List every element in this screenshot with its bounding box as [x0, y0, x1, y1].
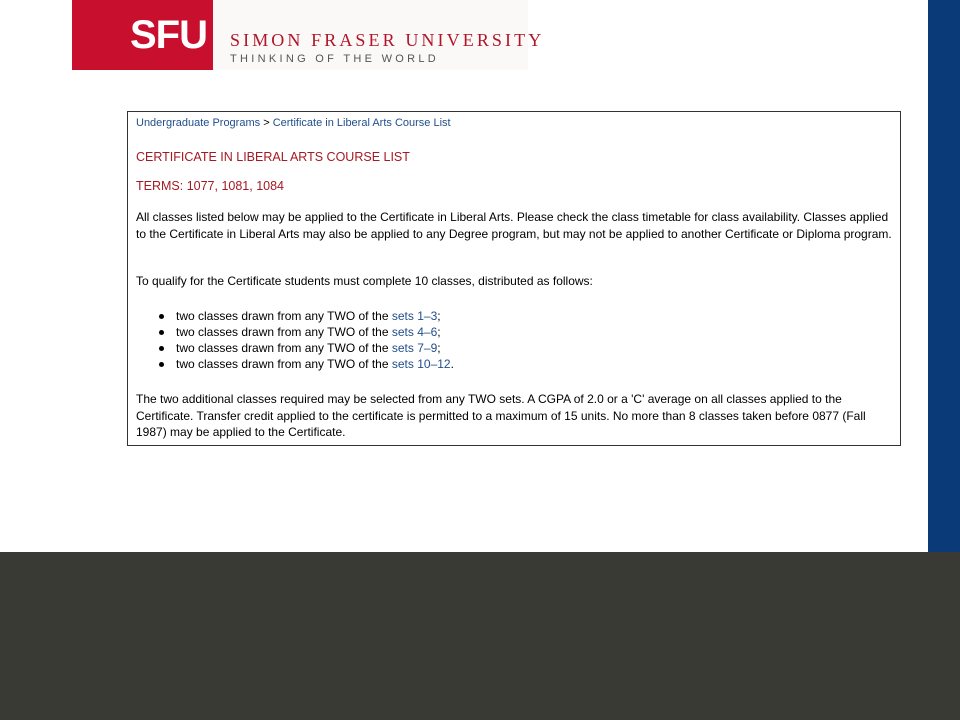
list-item — [156, 324, 454, 340]
breadcrumb — [136, 116, 451, 130]
content-panel — [127, 111, 901, 446]
intro-paragraph: All classes listed below may be applied to the Certificate in Liberal Arts. Please check the class timetable for class availability. Classes applied to the Certificate in Liberal Arts may also be applied to any Degree program, but may not be applied to another Certificate or Diploma program. — [136, 210, 892, 241]
sets-10-12-link[interactable]: sets 10–12 — [391, 357, 451, 371]
list-item — [156, 308, 454, 324]
list-item — [156, 340, 454, 356]
requirement-text: two classes drawn from any TWO of the — [176, 325, 389, 339]
footer-band — [0, 552, 960, 720]
breadcrumb-link-course-list[interactable]: Certificate in Liberal Arts Course List — [272, 117, 451, 129]
sets-4-6-link[interactable]: sets 4–6 — [391, 325, 438, 339]
closing-paragraph: The two additional classes required may be selected from any TWO sets. A CGPA of 2.0 or a 'C' average on all classes applied to the Certificate. Transfer credit applied to the certificate is permitted to a maximum of 15 units. No more than 8 classes taken before 0877 (Fall 1987) may be applied to the Certificate. — [136, 392, 866, 439]
right-accent-bar — [928, 0, 960, 552]
breadcrumb-separator: > — [263, 117, 270, 129]
requirement-text: two classes drawn from any TWO of the — [176, 341, 389, 355]
sfu-logo[interactable] — [72, 0, 545, 70]
list-item — [156, 356, 454, 372]
page-title: CERTIFICATE IN LIBERAL ARTS COURSE LIST — [136, 150, 410, 164]
sets-7-9-link[interactable]: sets 7–9 — [391, 341, 438, 355]
logo-wordmark — [213, 0, 545, 70]
requirements-list — [156, 308, 454, 372]
requirement-end: . — [450, 357, 454, 371]
requirement-end: ; — [437, 341, 441, 355]
bullet-icon — [159, 330, 164, 335]
requirement-text: two classes drawn from any TWO of the — [176, 309, 389, 323]
qualify-paragraph: To qualify for the Certificate students must complete 10 classes, distributed as follows: — [136, 274, 593, 288]
terms-heading: TERMS: 1077, 1081, 1084 — [136, 179, 285, 193]
university-name: SIMON FRASER UNIVERSITY — [230, 30, 545, 50]
breadcrumb-link-undergraduate-programs[interactable]: Undergraduate Programs — [136, 117, 261, 129]
university-tagline: THINKING OF THE WORLD — [230, 53, 440, 65]
logo-mark: SFU — [72, 0, 213, 70]
requirement-end: ; — [437, 325, 441, 339]
bullet-icon — [159, 314, 164, 319]
bullet-icon — [159, 362, 164, 367]
requirement-text: two classes drawn from any TWO of the — [176, 357, 389, 371]
sets-1-3-link[interactable]: sets 1–3 — [391, 309, 438, 323]
requirement-end: ; — [437, 309, 441, 323]
bullet-icon — [159, 346, 164, 351]
